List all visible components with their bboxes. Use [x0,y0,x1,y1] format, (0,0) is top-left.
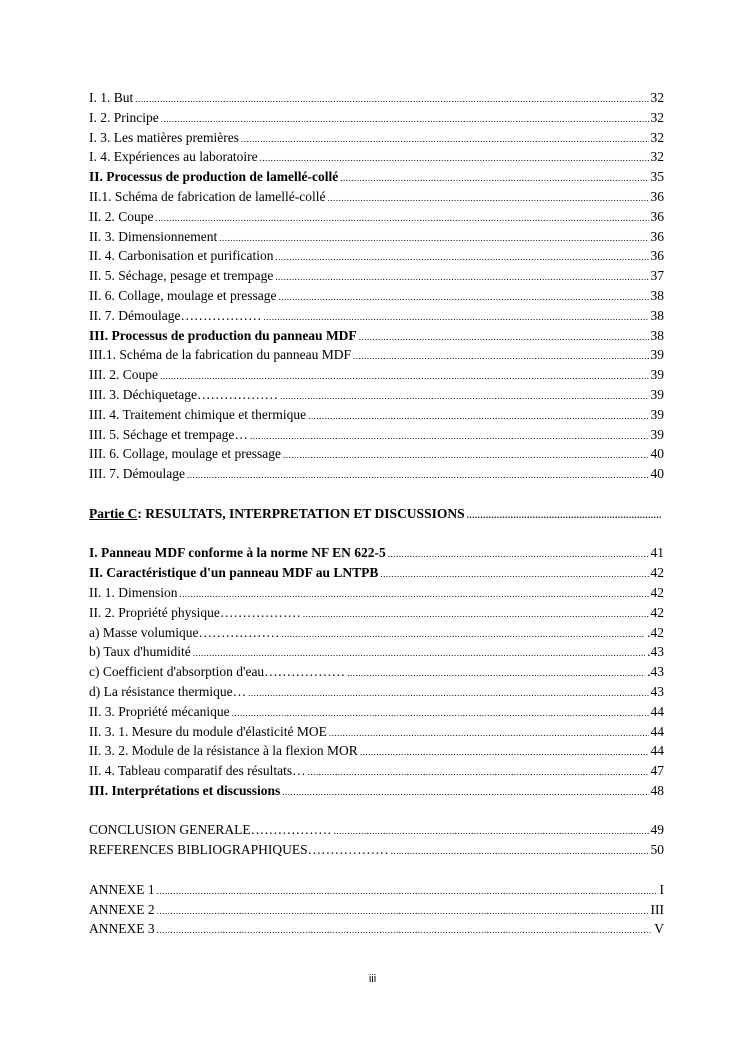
toc-entry-label: II. 4. Tableau comparatif des résultats… [89,763,306,779]
toc-entry[interactable] [89,425,664,445]
leader-dots [388,545,649,565]
toc-entry-page: 37 [650,268,664,284]
toc-entry[interactable] [89,306,664,326]
leader-dots [283,446,649,466]
toc-entry-label: III. 3. Déchiquetage……………… [89,386,278,402]
toc-entry[interactable] [89,880,664,900]
toc-entry-page: 35 [650,169,664,185]
toc-entry-label [89,504,465,524]
toc-entry-label: III. Processus de production du panneau MDF [89,327,357,343]
spacer [89,860,664,880]
toc-entry[interactable] [89,286,664,306]
toc-entry-page: .43 [647,644,664,660]
leader-dots [380,565,648,585]
leader-dots [303,605,649,625]
toc-entry-page: 40 [650,446,664,462]
leader-dots [280,387,649,407]
toc-entry[interactable] [89,326,664,346]
leader-dots [347,664,645,684]
toc-entry-label: I. 1. But [89,90,134,105]
toc-entry[interactable] [89,781,664,801]
toc-entry-label: II. 6. Collage, moulage et pressage [89,287,277,303]
toc-entry-label: II.1. Schéma de fabrication de lamellé-collé [89,188,326,204]
toc-entry-page: 38 [650,327,664,343]
toc-entry-label: CONCLUSION GENERALE……………… [89,822,332,838]
toc-entry[interactable] [89,88,664,108]
toc-entry-page: 42 [650,565,664,581]
toc-entry-page: 36 [650,248,664,264]
toc-entry[interactable] [89,385,664,405]
toc-section-conclusion [89,820,664,860]
leader-dots [467,506,662,526]
leader-dots [340,169,648,189]
toc-entry-label: I. 2. Principe [89,109,159,125]
toc-entry[interactable] [89,345,664,365]
toc-entry-page: 39 [650,406,664,422]
partie-prefix: Partie C [89,505,138,521]
leader-dots [157,921,653,941]
toc-entry-label: III. 5. Séchage et trempage… [89,426,248,442]
toc-entry-label: ANNEXE 1 [89,881,155,897]
leader-dots [157,902,649,922]
spacer [89,524,664,544]
toc-entry-page: .43 [647,664,664,680]
toc-entry-page: 39 [650,347,664,363]
toc-entry-label: II. 1. Dimension [89,584,178,600]
toc-entry-page: 49 [650,822,664,838]
toc-entry[interactable] [89,227,664,247]
toc-entry[interactable] [89,642,664,662]
table-of-contents [89,88,664,939]
toc-entry-page: 44 [650,703,664,719]
toc-entry-page: 43 [650,683,664,699]
toc-entry[interactable] [89,207,664,227]
leader-dots [308,407,648,427]
leader-dots [156,209,649,229]
toc-entry-label: II. 3. 2. Module de la résistance à la flexion MOR [89,743,358,759]
toc-entry[interactable] [89,741,664,761]
toc-entry[interactable] [89,563,664,583]
toc-entry-partie-c[interactable] [89,504,664,524]
toc-entry[interactable] [89,603,664,623]
toc-entry-label: II. 2. Propriété physique……………… [89,604,301,620]
leader-dots [241,130,649,150]
toc-entry-page: 39 [650,426,664,442]
toc-entry-page: 36 [650,208,664,224]
toc-entry-page: 32 [650,90,664,105]
toc-section-annexes [89,880,664,939]
toc-entry[interactable] [89,147,664,167]
toc-entry[interactable] [89,128,664,148]
toc-entry[interactable] [89,761,664,781]
toc-entry[interactable] [89,583,664,603]
leader-dots [353,347,648,367]
toc-entry[interactable] [89,167,664,187]
toc-entry-page: I [659,881,664,897]
toc-entry-page: 42 [650,604,664,620]
toc-entry[interactable] [89,623,664,643]
toc-entry-label: III. 7. Démoulage [89,466,185,482]
toc-entry-label: II. 7. Démoulage……………… [89,307,262,323]
spacer [89,484,664,504]
toc-entry[interactable] [89,444,664,464]
toc-entry-label: ANNEXE 3 [89,921,155,937]
toc-entry-label: II. Processus de production de lamellé-collé [89,169,339,185]
toc-entry-page: 42 [650,584,664,600]
toc-entry-page: 36 [650,228,664,244]
leader-dots [391,842,649,862]
leader-dots [250,427,649,447]
toc-entry-label: I. 4. Expériences au laboratoire [89,149,258,165]
toc-entry-label: II. 2. Coupe [89,208,154,224]
toc-entry[interactable] [89,722,664,742]
toc-entry-page: V [654,921,664,937]
toc-entry-page: 32 [650,109,664,125]
leader-dots [219,229,648,249]
toc-entry-page: 36 [650,188,664,204]
toc-entry[interactable] [89,464,664,484]
leader-dots [360,743,649,763]
toc-entry-label: III. 4. Traitement chimique et thermique [89,406,307,422]
toc-entry-label: d) La résistance thermique… [89,683,247,699]
toc-entry-page: 44 [650,723,664,739]
spacer [89,801,664,821]
toc-entry-label: II. 3. 1. Mesure du module d'élasticité MOE [89,723,327,739]
page-number: iii [368,973,377,985]
toc-entry-label: II. 3. Propriété mécanique [89,703,230,719]
toc-section-partie-c [89,543,664,800]
toc-entry-page: 38 [650,287,664,303]
leader-dots [359,328,649,348]
partie-title: : RESULTATS, INTERPRETATION ET DISCUSSIONS [137,505,465,521]
toc-entry-page: 39 [650,386,664,402]
toc-entry-label: ANNEXE 2 [89,901,155,917]
toc-entry[interactable] [89,702,664,722]
toc-entry-label: I. 3. Les matières premières [89,129,239,145]
toc-entry-page: 39 [650,367,664,383]
leader-dots [135,90,648,110]
leader-dots [308,763,649,783]
toc-entry[interactable] [89,840,664,860]
toc-entry-label: II. 5. Séchage, pesage et trempage [89,268,274,284]
leader-dots [187,466,649,486]
toc-entry-page: III [650,901,664,917]
toc-entry-label: III. 6. Collage, moulage et pressage [89,446,281,462]
toc-entry-page: 50 [650,842,664,858]
toc-entry-page: 48 [650,782,664,798]
toc-section-partie-b [89,88,664,484]
toc-entry-page: 40 [650,466,664,482]
toc-entry-label: a) Masse volumique……………… [89,624,280,640]
toc-entry-label: b) Taux d'humidité [89,644,191,660]
leader-dots [278,288,648,308]
toc-entry-page: 44 [650,743,664,759]
toc-entry-label: REFERENCES BIBLIOGRAPHIQUES……………… [89,842,389,858]
toc-entry-page: 38 [650,307,664,323]
toc-entry[interactable] [89,266,664,286]
leader-dots [282,783,648,803]
toc-entry[interactable] [89,365,664,385]
toc-entry[interactable] [89,919,664,939]
toc-entry-page: 32 [650,149,664,165]
toc-entry-page: 41 [650,545,664,561]
toc-entry-page: 47 [650,763,664,779]
leader-dots [329,724,649,744]
toc-entry[interactable] [89,900,664,920]
toc-entry[interactable] [89,246,664,266]
toc-entry-label: III. 2. Coupe [89,367,158,383]
leader-dots [275,268,648,288]
toc-entry[interactable] [89,187,664,207]
leader-dots [157,882,658,902]
toc-entry[interactable] [89,405,664,425]
leader-dots [328,189,649,209]
toc-entry[interactable] [89,108,664,128]
toc-entry[interactable] [89,682,664,702]
toc-entry-label: II. 4. Carbonisation et purification [89,248,274,264]
toc-entry-label: II. Caractéristique d'un panneau MDF au LNTPB [89,565,379,581]
leader-dots [275,248,648,268]
toc-entry-label: III.1. Schéma de la fabrication du panneau MDF [89,347,352,363]
toc-entry-label: III. Interprétations et discussions [89,782,281,798]
toc-entry[interactable] [89,662,664,682]
leader-dots [281,625,645,645]
toc-entry-label: II. 3. Dimensionnement [89,228,218,244]
toc-entry[interactable] [89,820,664,840]
toc-entry-label: I. Panneau MDF conforme à la norme NF EN 622-5 [89,545,386,561]
toc-entry-label: c) Coefficient d'absorption d'eau……………… [89,664,346,680]
toc-entry[interactable] [89,543,664,563]
toc-entry-page: .42 [647,624,664,640]
leader-dots [248,684,648,704]
toc-entry-page: 32 [650,129,664,145]
